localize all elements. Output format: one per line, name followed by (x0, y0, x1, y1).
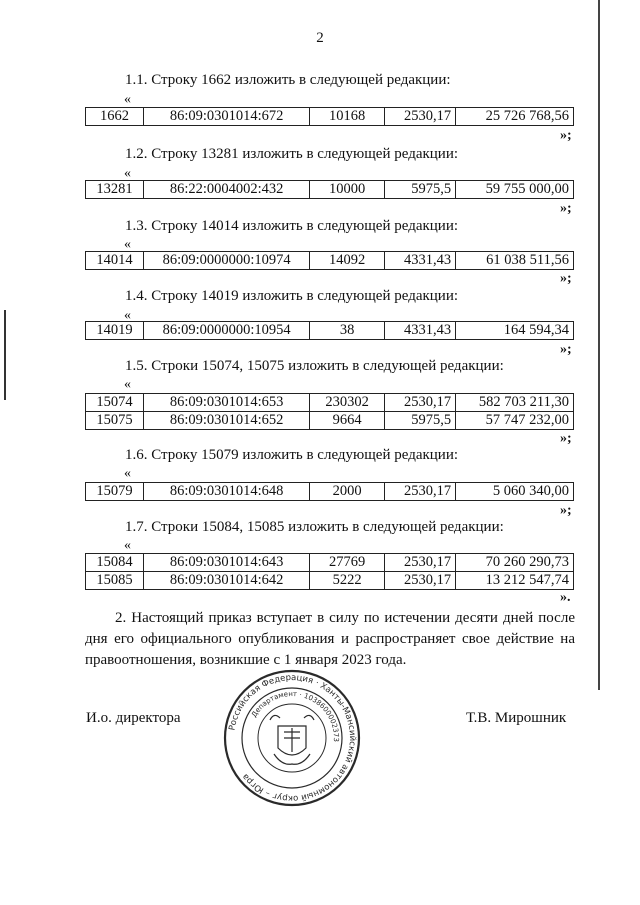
amendment-table (85, 393, 574, 430)
cadastral-number-cell: 86:09:0301014:653 (143, 394, 309, 412)
row-number-cell: 15074 (86, 394, 144, 412)
open-quote-mark: « (124, 377, 131, 392)
close-quote-mark: ». (560, 590, 571, 605)
value-cell: 57 747 232,00 (456, 412, 574, 430)
area-cell: 14092 (310, 252, 384, 270)
row-number-cell: 14014 (86, 252, 144, 270)
price-cell: 2530,17 (384, 394, 455, 412)
section-heading: 1.3. Строку 14014 изложить в следующей редакции: (125, 218, 459, 234)
table-row (86, 322, 574, 340)
value-cell: 25 726 768,56 (456, 108, 574, 126)
value-cell: 61 038 511,56 (456, 252, 574, 270)
coat-of-arms-emblem (270, 715, 314, 764)
value-cell: 59 755 000,00 (456, 181, 574, 199)
price-cell: 5975,5 (384, 181, 455, 199)
scan-edge-mark-left (4, 310, 6, 400)
cadastral-number-cell: 86:09:0301014:672 (143, 108, 309, 126)
table-row (86, 412, 574, 430)
svg-text:Российская Федерация · Ханты-М: Российская Федерация · Ханты-Мансийский автономный округ – Югра (227, 672, 358, 804)
amendment-table (85, 180, 574, 199)
open-quote-mark: « (124, 538, 131, 553)
row-number-cell: 15084 (86, 554, 144, 572)
section-heading: 1.7. Строки 15084, 15085 изложить в следующей редакции: (125, 519, 504, 535)
close-quote-mark: »; (560, 128, 572, 143)
effective-date-paragraph: 2. Настоящий приказ вступает в силу по истечении десяти дней после дня его официального опубликования и распространяет свое действие на правоотношения, возникшие с 1 января 2023 года. (85, 610, 575, 668)
open-quote-mark: « (124, 92, 131, 107)
price-cell: 2530,17 (384, 483, 455, 501)
cadastral-number-cell: 86:09:0000000:10954 (143, 322, 309, 340)
area-cell: 2000 (310, 483, 384, 501)
cadastral-number-cell: 86:22:0004002:432 (143, 181, 309, 199)
row-number-cell: 15075 (86, 412, 144, 430)
close-quote-mark: »; (560, 201, 572, 216)
area-cell: 10168 (310, 108, 384, 126)
cadastral-number-cell: 86:09:0301014:642 (143, 572, 309, 590)
price-cell: 4331,43 (384, 252, 455, 270)
section-heading: 1.2. Строку 13281 изложить в следующей редакции: (125, 146, 459, 162)
section-heading: 1.1. Строку 1662 изложить в следующей редакции: (125, 72, 451, 88)
open-quote-mark: « (124, 237, 131, 252)
open-quote-mark: « (124, 308, 131, 323)
amendment-table (85, 553, 574, 590)
price-cell: 5975,5 (384, 412, 455, 430)
area-cell: 5222 (310, 572, 384, 590)
price-cell: 4331,43 (384, 322, 455, 340)
table-row (86, 181, 574, 199)
table-row (86, 252, 574, 270)
close-quote-mark: »; (560, 431, 572, 446)
close-quote-mark: »; (560, 271, 572, 286)
row-number-cell: 1662 (86, 108, 144, 126)
area-cell: 9664 (310, 412, 384, 430)
svg-text:Департамент · 1038600002373: Департамент · 1038600002373 (250, 689, 341, 743)
signatory-name: Т.В. Мирошник (466, 710, 567, 726)
area-cell: 230302 (310, 394, 384, 412)
table-row (86, 394, 574, 412)
page-number: 2 (316, 30, 324, 46)
value-cell: 13 212 547,74 (456, 572, 574, 590)
open-quote-mark: « (124, 466, 131, 481)
row-number-cell: 13281 (86, 181, 144, 199)
row-number-cell: 15079 (86, 483, 144, 501)
amendment-table (85, 251, 574, 270)
table-row (86, 554, 574, 572)
open-quote-mark: « (124, 166, 131, 181)
close-quote-mark: »; (560, 503, 572, 518)
price-cell: 2530,17 (384, 572, 455, 590)
row-number-cell: 15085 (86, 572, 144, 590)
signatory-position: И.о. директора (86, 710, 181, 726)
price-cell: 2530,17 (384, 554, 455, 572)
section-heading: 1.6. Строку 15079 изложить в следующей редакции: (125, 447, 459, 463)
area-cell: 38 (310, 322, 384, 340)
cadastral-number-cell: 86:09:0301014:648 (143, 483, 309, 501)
amendment-table (85, 482, 574, 501)
area-cell: 10000 (310, 181, 384, 199)
value-cell: 5 060 340,00 (456, 483, 574, 501)
scan-edge-mark-right (598, 0, 600, 690)
area-cell: 27769 (310, 554, 384, 572)
cadastral-number-cell: 86:09:0301014:643 (143, 554, 309, 572)
amendment-table (85, 107, 574, 126)
amendment-table (85, 321, 574, 340)
value-cell: 164 594,34 (456, 322, 574, 340)
value-cell: 582 703 211,30 (456, 394, 574, 412)
row-number-cell: 14019 (86, 322, 144, 340)
price-cell: 2530,17 (384, 108, 455, 126)
cadastral-number-cell: 86:09:0000000:10974 (143, 252, 309, 270)
table-row (86, 572, 574, 590)
table-row (86, 108, 574, 126)
close-quote-mark: »; (560, 342, 572, 357)
official-seal-stamp (222, 668, 362, 808)
table-row (86, 483, 574, 501)
value-cell: 70 260 290,73 (456, 554, 574, 572)
section-heading: 1.4. Строку 14019 изложить в следующей редакции: (125, 288, 459, 304)
section-heading: 1.5. Строки 15074, 15075 изложить в следующей редакции: (125, 358, 504, 374)
cadastral-number-cell: 86:09:0301014:652 (143, 412, 309, 430)
